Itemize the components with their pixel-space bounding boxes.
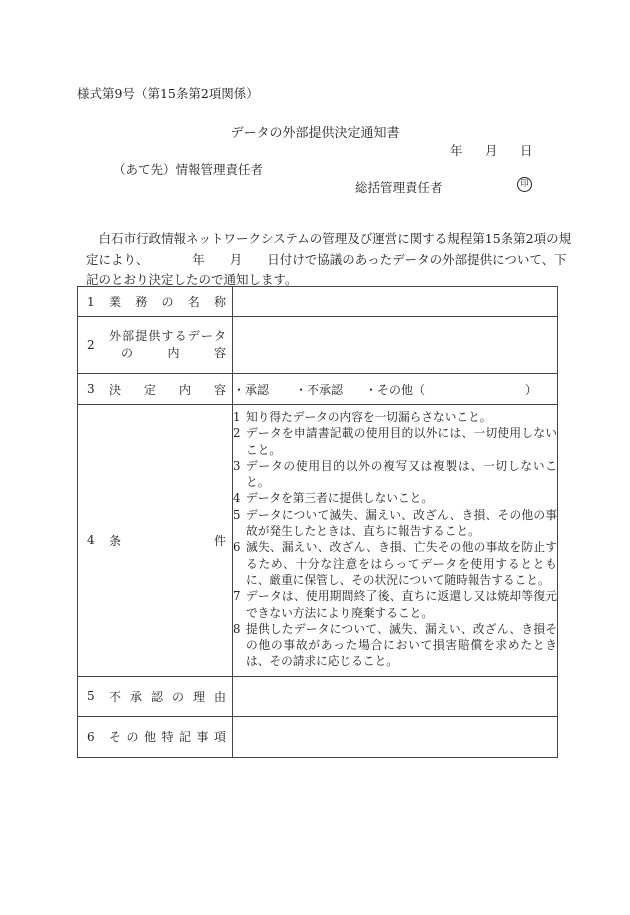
date-year-label: 年	[450, 143, 463, 158]
condition-number: 2	[233, 426, 241, 441]
notice-body-line: 記のとおり決定したので通知します。	[86, 272, 298, 287]
condition-item	[233, 621, 557, 670]
row-label: 条件	[109, 533, 226, 548]
condition-number: 7	[233, 589, 241, 604]
notice-body	[86, 229, 572, 291]
form-number: 様式第9号（第15条第2項関係）	[77, 86, 259, 101]
addressee: （あて先）情報管理責任者	[113, 162, 264, 177]
condition-text: 滅失、漏えい、改ざん、き損、亡失その他の事故を防止するため、十分な注意をはらってデータを使用するとともに、厳重に保管し、その状況について随時報告すること。	[246, 540, 557, 587]
condition-text: 提供したデータについて、滅失、漏えい、改ざん、き損その他の事故があった場合において損害賠償を求めたときは、その請求に応じること。	[246, 621, 557, 669]
row-label: 不承認の理由	[109, 689, 226, 704]
row-number: 2	[87, 338, 95, 352]
option-other: ・その他（	[365, 382, 426, 397]
option-other-close: ）	[525, 382, 538, 397]
decision-table	[77, 286, 558, 758]
row-label: 決定内容	[109, 382, 226, 397]
condition-text: 知り得たデータの内容を一切漏らさないこと。	[246, 410, 492, 424]
business-name-field	[233, 287, 558, 317]
condition-item	[233, 490, 557, 506]
row-label: 業務の名称	[109, 295, 226, 309]
table-row-decision	[78, 374, 558, 405]
condition-text: データを第三者に提供しないこと。	[246, 491, 434, 506]
condition-item	[233, 588, 557, 621]
row-number: 5	[87, 689, 95, 704]
condition-item	[233, 507, 557, 540]
table-row-rejection-reason	[78, 676, 558, 716]
condition-item	[233, 458, 557, 491]
table-row-data-content	[78, 317, 558, 374]
condition-number: 3	[233, 458, 241, 473]
row-label: の内容	[121, 346, 226, 360]
date-day-label: 日	[520, 143, 533, 158]
row-number: 1	[87, 294, 95, 309]
condition-number: 8	[233, 621, 241, 636]
row-label: 外部提供するデータ	[109, 329, 226, 343]
condition-text: データについて滅失、漏えい、改ざん、き損、その他の事故が発生したときは、直ちに報告すること。	[246, 507, 557, 539]
row-number: 4	[87, 533, 95, 548]
condition-number: 4	[233, 491, 241, 506]
row-number: 3	[87, 382, 95, 396]
condition-number: 1	[233, 410, 241, 424]
condition-item	[233, 539, 557, 588]
seal-mark: 印	[517, 177, 532, 192]
rejection-reason-field	[233, 676, 558, 716]
condition-text: データは、使用期間終了後、直ちに返還し又は焼却等復元できない方法により廃棄すること。	[246, 589, 557, 620]
condition-item	[233, 425, 557, 458]
option-approve: ・承認	[233, 382, 270, 397]
notice-body-line: 定により、 年 月 日付けで協議のあったデータの外部提供について、下	[86, 251, 567, 267]
table-row-other-notes	[78, 716, 558, 757]
data-content-field	[233, 317, 558, 374]
document-title: データの外部提供決定通知書	[230, 126, 400, 141]
condition-item	[233, 409, 557, 425]
row-number: 6	[87, 729, 95, 744]
condition-text: データの使用目的以外の複写又は複製は、一切しないこと。	[246, 458, 557, 490]
option-reject: ・不承認	[295, 382, 344, 397]
table-row-business-name	[78, 287, 558, 317]
row-label: その他特記事項	[109, 730, 226, 745]
notice-body-line: 白石市行政情報ネットワークシステムの管理及び運営に関する規程第15条第2項の規	[86, 231, 572, 246]
conditions-list	[233, 405, 557, 676]
condition-text: データを申請書記載の使用目的以外には、一切使用しないこと。	[246, 426, 557, 457]
other-notes-field	[233, 716, 558, 757]
condition-number: 6	[233, 540, 241, 555]
manager-title: 総括管理責任者	[355, 180, 443, 195]
table-row-conditions	[78, 405, 558, 677]
condition-number: 5	[233, 507, 241, 522]
date-month-label: 月	[485, 143, 498, 158]
